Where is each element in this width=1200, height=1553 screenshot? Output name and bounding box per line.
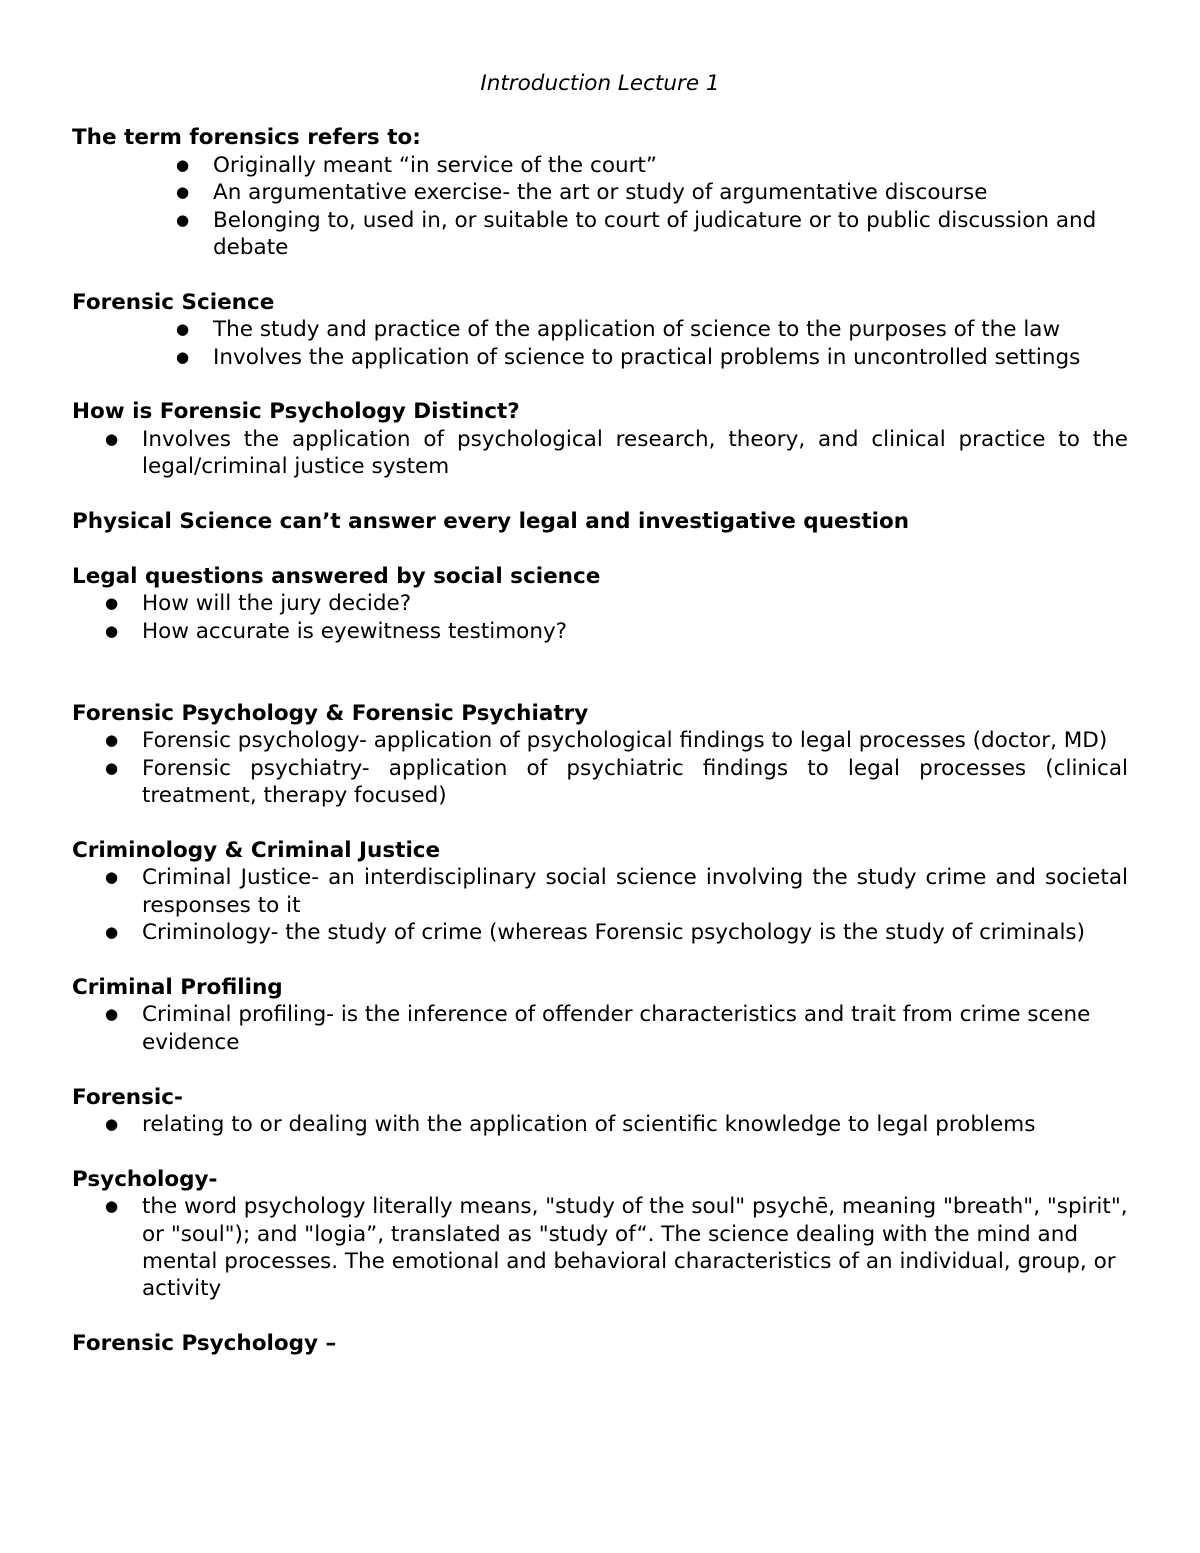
bullet-list — [72, 727, 1128, 809]
list-item-text: relating to or dealing with the application of scientific knowledge to legal problems — [142, 1111, 1036, 1137]
section-forensic-psychology — [72, 1330, 1128, 1357]
bullet-icon: ● — [176, 210, 190, 229]
bullet-icon: ● — [105, 731, 119, 750]
section-heading: Physical Science can’t answer every legal and investigative question — [72, 509, 910, 535]
section-legal-questions — [72, 563, 1128, 645]
list-item-text: the word psychology literally means, "study of the soul" psychē, meaning "breath", "spirit", or "soul"); and "logia”, translated as "study of“. The science dealing with the mind and mental processes. The emotional and behavioral characteristics of an individual, group, or activity — [142, 1194, 1128, 1302]
section-heading: The term forensics refers to: — [72, 125, 421, 151]
list-item-text: Forensic psychology- application of psychological findings to legal processes (doctor, MD) — [142, 728, 1108, 754]
list-item — [72, 426, 1128, 481]
list-item-text: An argumentative exercise- the art or study of argumentative discourse — [213, 180, 988, 206]
list-item-text: How accurate is eyewitness testimony? — [142, 618, 568, 644]
section-heading: Legal questions answered by social science — [72, 563, 601, 589]
section-heading: How is Forensic Psychology Distinct? — [72, 399, 520, 425]
section-heading: Forensic Psychology – — [72, 1331, 337, 1357]
section-heading: Forensic Psychology & Forensic Psychiatry — [72, 700, 589, 726]
list-item-text: How will the jury decide? — [142, 591, 412, 617]
bullet-icon: ● — [176, 347, 190, 366]
bullet-icon: ● — [105, 868, 119, 887]
section-criminal-profiling — [72, 974, 1128, 1056]
bullet-icon: ● — [176, 320, 190, 339]
bullet-icon: ● — [105, 429, 119, 448]
section-forensic-science — [72, 289, 1128, 371]
bullet-list — [72, 1111, 1128, 1138]
list-item-text: Involves the application of psychological research, theory, and clinical practice to the legal/criminal justice system — [142, 426, 1128, 480]
list-item — [72, 207, 1128, 262]
section-heading: Psychology- — [72, 1166, 218, 1192]
section-psychology-definition — [72, 1166, 1128, 1303]
list-item — [72, 590, 1128, 617]
list-item-text: Belonging to, used in, or suitable to court of judicature or to public discussion and debate — [213, 207, 1097, 261]
section-criminology — [72, 837, 1128, 947]
section-heading: Forensic Science — [72, 289, 275, 315]
bullet-list — [72, 864, 1128, 946]
section-psychology-psychiatry — [72, 700, 1128, 810]
list-item-text: Criminology- the study of crime (whereas Forensic psychology is the study of criminals) — [142, 920, 1086, 946]
bullet-icon: ● — [105, 923, 119, 942]
list-item — [72, 316, 1128, 343]
list-item — [72, 618, 1128, 645]
list-item — [72, 1001, 1128, 1056]
list-item — [72, 1111, 1128, 1138]
bullet-icon: ● — [105, 1005, 119, 1024]
section-forensic-definition — [72, 1084, 1128, 1139]
section-heading: Criminology & Criminal Justice — [72, 837, 441, 863]
bullet-icon: ● — [105, 758, 119, 777]
list-item-text: Criminal profiling- is the inference of offender characteristics and trait from crime scene evidence — [142, 1002, 1091, 1055]
list-item-text: Forensic psychiatry- application of psychiatric findings to legal processes (clinical treatment, therapy focused) — [142, 755, 1128, 809]
bullet-icon: ● — [176, 183, 190, 202]
list-item — [72, 1193, 1128, 1303]
bullet-list — [72, 1193, 1128, 1303]
list-item-text: Involves the application of science to practical problems in uncontrolled settings — [213, 344, 1081, 370]
bullet-list — [72, 426, 1128, 481]
section-heading: Criminal Profiling — [72, 974, 283, 1000]
bullet-list — [72, 152, 1128, 262]
section-forensic-psychology-distinct — [72, 398, 1128, 480]
bullet-list — [72, 590, 1128, 645]
section-heading: Forensic- — [72, 1084, 183, 1110]
bullet-icon: ● — [105, 1114, 119, 1133]
list-item — [72, 919, 1128, 946]
bullet-icon: ● — [105, 621, 119, 640]
document-title: Introduction Lecture 1 — [480, 71, 720, 96]
bullet-icon: ● — [105, 1197, 119, 1216]
list-item — [72, 152, 1128, 179]
list-item — [72, 344, 1128, 371]
list-item-text: Criminal Justice- an interdisciplinary social science involving the study crime and societal responses to it — [142, 865, 1128, 918]
list-item-text: Originally meant “in service of the court” — [213, 152, 658, 178]
bullet-list — [72, 316, 1128, 371]
list-item — [72, 179, 1128, 206]
bullet-list — [72, 1001, 1128, 1056]
list-item-text: The study and practice of the application of science to the purposes of the law — [213, 317, 1061, 343]
list-item — [72, 755, 1128, 810]
section-term-forensics — [72, 124, 1128, 261]
section-physical-science — [72, 508, 1128, 535]
bullet-icon: ● — [105, 594, 119, 613]
bullet-icon: ● — [176, 155, 190, 174]
list-item — [72, 864, 1128, 919]
list-item — [72, 727, 1128, 754]
